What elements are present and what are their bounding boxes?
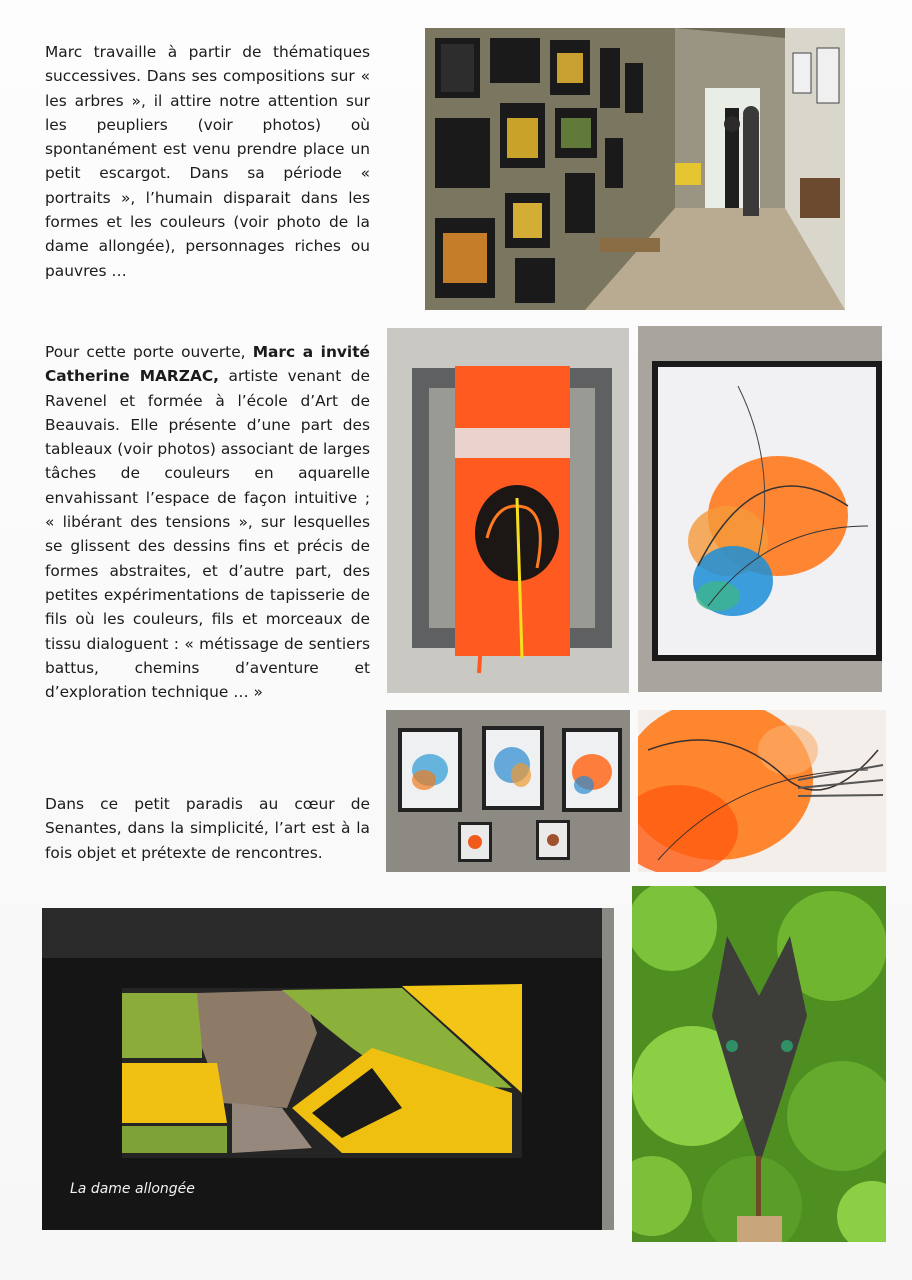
artist-highlight: Marc a invité Catherine MARZAC, <box>45 343 370 386</box>
paragraph-conclusion: Dans ce petit paradis au cœur de Senantes, dans la simplicité, l’art est à la fois objet et prétexte de rencontres. <box>45 795 370 862</box>
paragraph-themes: Marc travaille à partir de thématiques successives. Dans ses compositions sur « les arbres », il attire notre attention sur les peupliers (voir photos) où spontanément est venu prendre place un petit escargot. Dans sa période « portraits », l’humain disparait dans les formes et les couleurs (voir photo de la dame allongée), personnages riches ou pauvres … <box>45 43 370 280</box>
photo-sculpture-garden <box>632 886 886 1242</box>
paragraph-invitation <box>45 340 370 704</box>
photo-small-works-wall <box>386 710 630 872</box>
photo-caption: La dame allongée <box>70 1181 195 1197</box>
photo-watercolour-detail <box>638 710 886 872</box>
article-paragraph-3 <box>45 792 370 865</box>
paragraph-invitation-start: Pour cette porte ouverte, <box>45 343 253 361</box>
article-paragraph-1 <box>45 40 370 283</box>
photo-orange-tapestry <box>387 328 629 693</box>
photo-watercolour-framed <box>638 326 882 692</box>
paragraph-invitation-rest: artiste venant de Ravenel et formée à l’école d’Art de Beauvais. Elle présente d’une part des tableaux (voir photos) associant de larges tâches de couleurs en aquarelle envahissant l’espace de façon intuitive ; « libérant des tensions », sur lesquelles se glissent des dessins fins et précis de formes abstraites, et d’autre part, des petites expérimentations de tapisserie de fils où les couleurs, fils et morceaux de tissu dialoguent : « métissage de sentiers battus, chemins d’aventure et d’exploration technique … » <box>45 367 371 702</box>
photo-gallery-interior <box>425 28 845 310</box>
article-paragraph-2 <box>45 340 370 704</box>
